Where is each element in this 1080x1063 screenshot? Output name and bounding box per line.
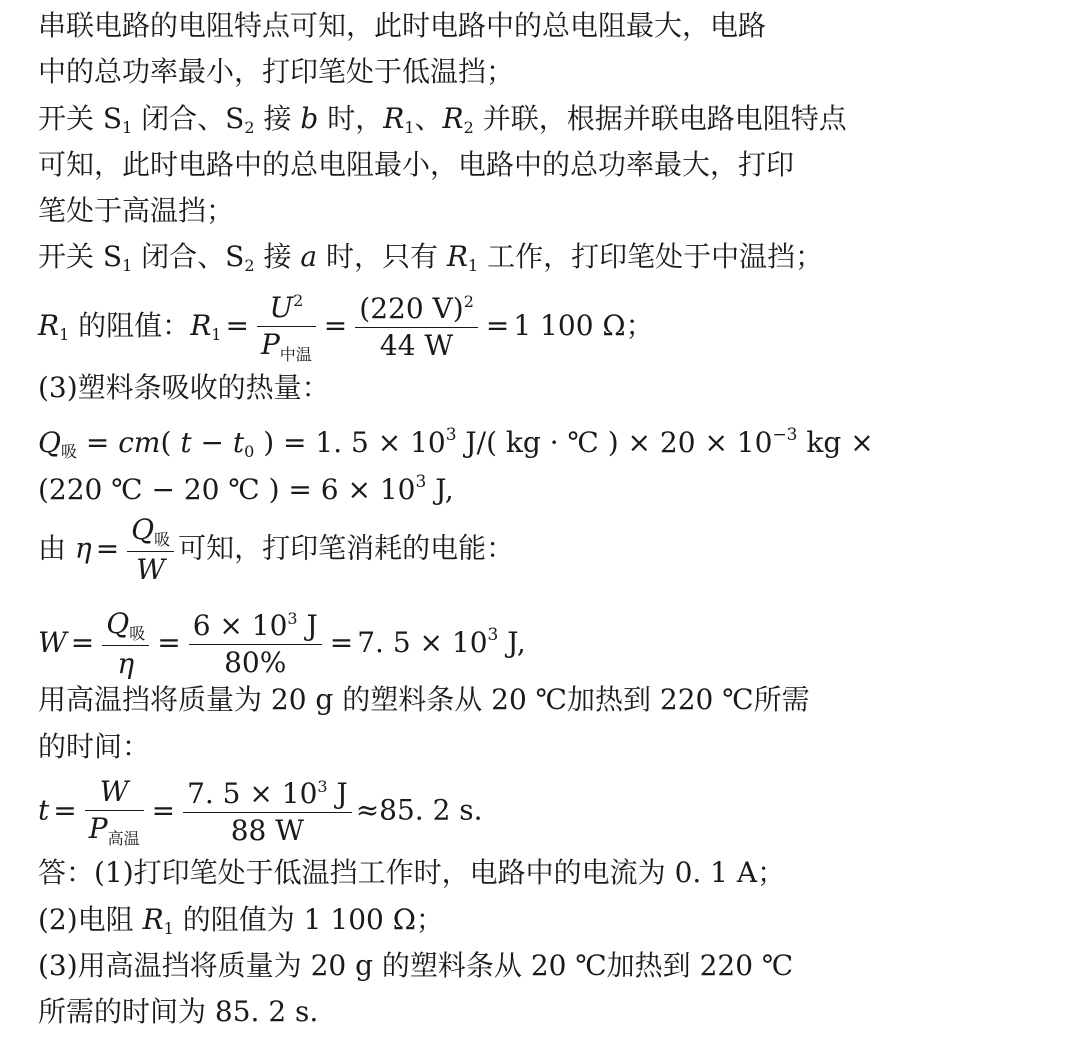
denominator: 88 W (230, 813, 305, 847)
superscript: 3 (287, 609, 298, 629)
denominator: η (117, 646, 135, 680)
text-seg: 的阻值为 1 100 Ω； (173, 903, 444, 936)
text-seg: ) = 1. 5 × 10 (254, 426, 446, 459)
text-seg: 由 (38, 531, 75, 565)
subscript: 2 (244, 118, 255, 137)
text-seg: 开关 S (38, 102, 123, 135)
unit: J (327, 776, 348, 810)
superscript: 3 (445, 425, 457, 445)
text-seg: 可知，打印笔消耗的电能： (178, 531, 515, 565)
text-seg: = (76, 426, 119, 459)
text-seg: (2)电阻 (38, 903, 143, 936)
text-seg: ( (160, 426, 181, 459)
fraction (355, 293, 478, 362)
subscript: 0 (244, 442, 255, 461)
text-seg: kg × (797, 426, 874, 459)
subscript: 1 (122, 118, 133, 137)
subscript: 1 (467, 256, 479, 275)
superscript: 3 (487, 625, 499, 645)
fraction (257, 292, 316, 363)
formula-heat-cont (38, 462, 454, 510)
subscript: 1 (163, 919, 174, 938)
text-seg: 开关 S (38, 240, 123, 273)
numerator: Q (131, 513, 155, 546)
variable: R (142, 903, 164, 936)
text-seg: 并联，根据并联电路电阻特点 (473, 102, 847, 135)
variable: a (300, 240, 318, 273)
text-line-13: 用高温挡将质量为 20 g 的塑料条从 20 ℃加热到 220 ℃所需 (38, 683, 810, 716)
answer-line-2 (38, 900, 444, 949)
fraction (183, 778, 352, 847)
text-line-1: 串联电路的电阻特点可知，此时电路中的总电阻最大，电路 (38, 9, 767, 42)
denominator: P (260, 327, 280, 361)
subscript: 1 (59, 325, 70, 345)
superscript: 3 (415, 472, 427, 492)
denominator: 80% (224, 646, 287, 679)
text-seg: J, (426, 473, 454, 506)
variable: b (300, 102, 319, 135)
variable: R (446, 240, 468, 273)
numerator: (220 V) (359, 292, 464, 326)
variable: Q (38, 426, 61, 459)
result: ≈85. 2 s. (355, 793, 483, 827)
fraction (102, 609, 149, 679)
text-seg: 的阻值： (69, 309, 191, 343)
text-line-4: 可知，此时电路中的总电阻最小，电路中的总功率最大，打印 (38, 148, 795, 181)
text-seg: (220 ℃ − 20 ℃ ) = 6 × 10 (38, 473, 416, 506)
text-seg: 接 (254, 240, 301, 273)
subscript: 1 (211, 325, 222, 345)
subscript: 高温 (107, 828, 140, 848)
subscript: 2 (244, 256, 255, 275)
superscript: 3 (317, 776, 328, 796)
numerator: 6 × 10 (192, 609, 288, 643)
result: 7. 5 × 10 (357, 626, 488, 659)
variable: R (190, 309, 212, 343)
variable: R (38, 309, 60, 343)
denominator: 44 W (379, 329, 454, 363)
formula-energy: W = $\frac{Q_吸}{\eta}$ = $\frac{6 \times 10^3 J}{80\%}$ = 7. $5 \times 10^3$ J, (38, 607, 526, 680)
superscript: 2 (293, 291, 304, 310)
text-seg: 工作，打印笔处于中温挡； (478, 240, 824, 273)
answer-line-1: 答：(1)打印笔处于低温挡工作时，电路中的电流为 0. 1 A； (38, 856, 786, 889)
subscript: 吸 (154, 530, 171, 549)
fraction (189, 610, 322, 679)
subscript: 1 (122, 256, 133, 275)
text-line-3 (38, 99, 847, 148)
denominator: W (136, 552, 166, 586)
subscript: 吸 (129, 624, 146, 644)
subscript: 1 (404, 118, 415, 137)
text-seg: 接 (254, 102, 301, 135)
text-line-14: 的时间： (38, 730, 151, 763)
variable: η (74, 531, 92, 565)
variable: t (38, 793, 50, 827)
answer-line-3: (3)用高温挡将质量为 20 g 的塑料条从 20 ℃加热到 220 ℃ (38, 949, 794, 982)
subscript: 吸 (60, 442, 77, 461)
result: 1 100 Ω； (513, 309, 654, 343)
numerator: W (85, 777, 144, 811)
superscript: −3 (772, 425, 798, 445)
text-seg: 、 (414, 102, 443, 135)
text-line-2: 中的总功率最小，打印笔处于低温挡； (38, 55, 515, 88)
formula-r1: $R_1$ 的阻值：$R_1$ = $\frac{U^2}{P_{中温}}$ = $\frac{(220 V)^2}{44 W}$ = 1 100 Ω； (38, 291, 654, 364)
variable: R (383, 102, 405, 135)
subscript: 中温 (279, 344, 312, 364)
denominator: P (88, 811, 108, 845)
variable: t (232, 426, 245, 459)
variable: R (442, 102, 464, 135)
text-line-8: (3)塑料条吸收的热量： (38, 371, 330, 404)
variable: cm (118, 426, 161, 459)
formula-efficiency: 由 η = $\frac{Q_吸}{W}$ 可知，打印笔消耗的电能： (38, 513, 515, 586)
answer-line-4: 所需的时间为 85. 2 s. (38, 995, 319, 1028)
text-seg: 闭合、S (132, 102, 245, 135)
text-seg: 闭合、S (132, 240, 245, 273)
superscript: 2 (463, 292, 474, 312)
text-seg: 时，只有 (317, 240, 447, 273)
variable: t (180, 426, 192, 459)
fraction (127, 515, 174, 585)
text-seg: J/( kg · ℃ ) × 20 × 10 (456, 426, 773, 459)
numerator: Q (106, 607, 130, 641)
text-line-6 (38, 237, 823, 286)
numerator: U (269, 291, 294, 324)
formula-time: t = $\frac{W}{P_{高温}}$ = $\frac{7. 5 \times 10^3 J}{88 W}$ ≈85. 2 s. (38, 775, 483, 848)
unit: J (297, 609, 318, 643)
text-seg: 时， (318, 102, 384, 135)
unit: J, (498, 626, 526, 659)
text-seg: − (191, 426, 233, 459)
subscript: 2 (463, 118, 474, 137)
variable: W (38, 626, 67, 659)
fraction (85, 777, 144, 847)
numerator: 7. 5 × 10 (187, 776, 318, 810)
text-line-5: 笔处于高温挡； (38, 194, 235, 227)
